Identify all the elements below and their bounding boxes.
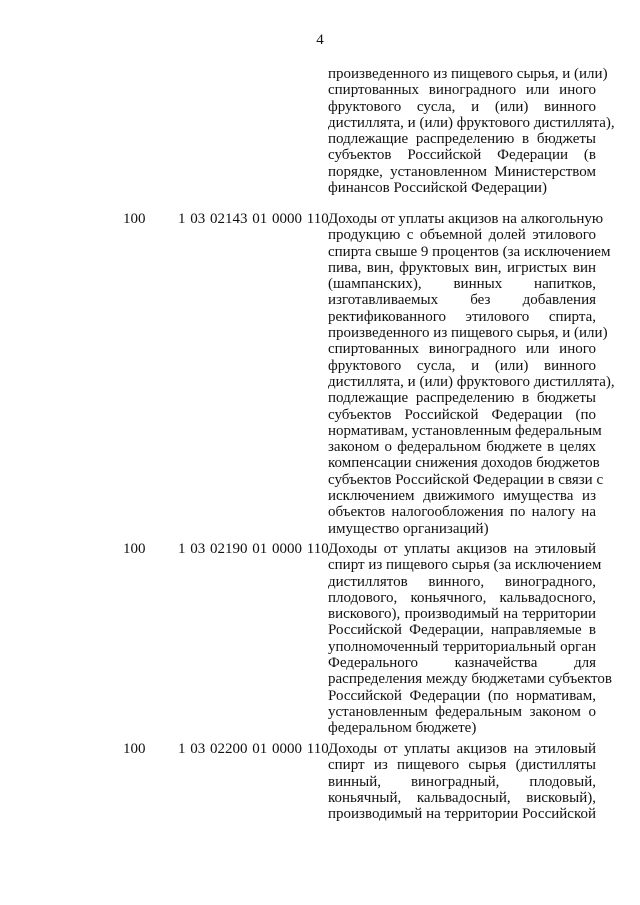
- text-line: федеральном бюджете): [328, 720, 477, 737]
- text-line: производимый на территории Российской: [328, 806, 596, 823]
- text-line: вискового), производимый на территории: [328, 606, 596, 623]
- text-line: Российской Федерации, направляемые в: [328, 622, 596, 639]
- text-line: спирта свыше 9 процентов (за исключением: [328, 243, 611, 260]
- text-line: продукцию с объемной долей этилового: [328, 227, 596, 244]
- text-line: произведенного из пищевого сырья, и (или): [328, 66, 608, 82]
- text-line: спирт из пищевого сырья (дистилляты: [328, 757, 596, 774]
- text-line: произведенного из пищевого сырья, и (или): [328, 325, 608, 342]
- budget-classification-code: 1 03 02190 01 0000 110: [178, 541, 329, 557]
- text-line: уполномоченный территориальный орган: [328, 638, 596, 655]
- revenue-description: [328, 211, 615, 537]
- admin-code: 100: [123, 741, 146, 757]
- budget-classification-code: 1 03 02143 01 0000 110: [178, 211, 329, 227]
- text-line: плодового, коньячного, кальвадосного,: [328, 589, 596, 606]
- revenue-description: [328, 741, 596, 822]
- text-line: подлежащие распределению в бюджеты: [328, 390, 596, 407]
- text-line: дистиллятов винного, виноградного,: [328, 573, 596, 590]
- continuation-text: [328, 66, 615, 197]
- text-line: Доходы от уплаты акцизов на этиловый: [328, 741, 596, 757]
- text-line: пива, вин, фруктовых вин, игристых вин: [328, 259, 596, 276]
- text-line: спиртованных виноградного или иного: [328, 82, 596, 99]
- text-line: Доходы от уплаты акцизов на этиловый: [328, 541, 596, 557]
- text-line: объектов налогообложения по налогу на: [328, 504, 596, 521]
- text-line: дистиллята, и (или) фруктового дистиллята),: [328, 114, 615, 131]
- text-line: винный, виноградный, плодовый,: [328, 773, 596, 790]
- text-line: нормативам, установленным федеральным: [328, 422, 602, 439]
- text-line: фруктового сусла, и (или) винного: [328, 98, 596, 115]
- text-line: подлежащие распределению в бюджеты: [328, 131, 596, 148]
- text-line: субъектов Российской Федерации (в: [328, 147, 596, 164]
- text-line: субъектов Российской Федерации (по: [328, 406, 596, 423]
- text-line: субъектов Российской Федерации в связи с: [328, 471, 604, 488]
- admin-code: 100: [123, 211, 146, 227]
- text-line: фруктового сусла, и (или) винного: [328, 357, 596, 374]
- text-line: изготавливаемых без добавления: [328, 292, 596, 309]
- text-line: дистиллята, и (или) фруктового дистиллята),: [328, 373, 615, 390]
- text-line: Российской Федерации (по нормативам,: [328, 687, 596, 704]
- text-line: Федерального казначейства для: [328, 655, 596, 672]
- text-line: распределения между бюджетами субъектов: [328, 671, 612, 688]
- text-line: Доходы от уплаты акцизов на алкогольную: [328, 211, 604, 227]
- text-line: (шампанских), винных напитков,: [328, 276, 596, 293]
- text-line: финансов Российской Федерации): [328, 180, 547, 197]
- page-number: 4: [316, 32, 324, 48]
- text-line: спиртованных виноградного или иного: [328, 341, 596, 358]
- text-line: имущество организаций): [328, 520, 489, 537]
- revenue-description: [328, 541, 612, 737]
- text-line: ректификованного этилового спирта,: [328, 308, 596, 325]
- text-line: исключением движимого имущества из: [328, 488, 596, 505]
- text-line: компенсации снижения доходов бюджетов: [328, 455, 600, 472]
- text-line: спирт из пищевого сырья (за исключением: [328, 557, 602, 574]
- text-line: коньячный, кальвадосный, висковый),: [328, 789, 596, 806]
- budget-classification-code: 1 03 02200 01 0000 110: [178, 741, 329, 757]
- text-line: законом о федеральном бюджете в целях: [328, 439, 596, 456]
- text-line: порядке, установленном Министерством: [328, 163, 596, 180]
- text-line: установленным федеральным законом о: [328, 703, 596, 720]
- admin-code: 100: [123, 541, 146, 557]
